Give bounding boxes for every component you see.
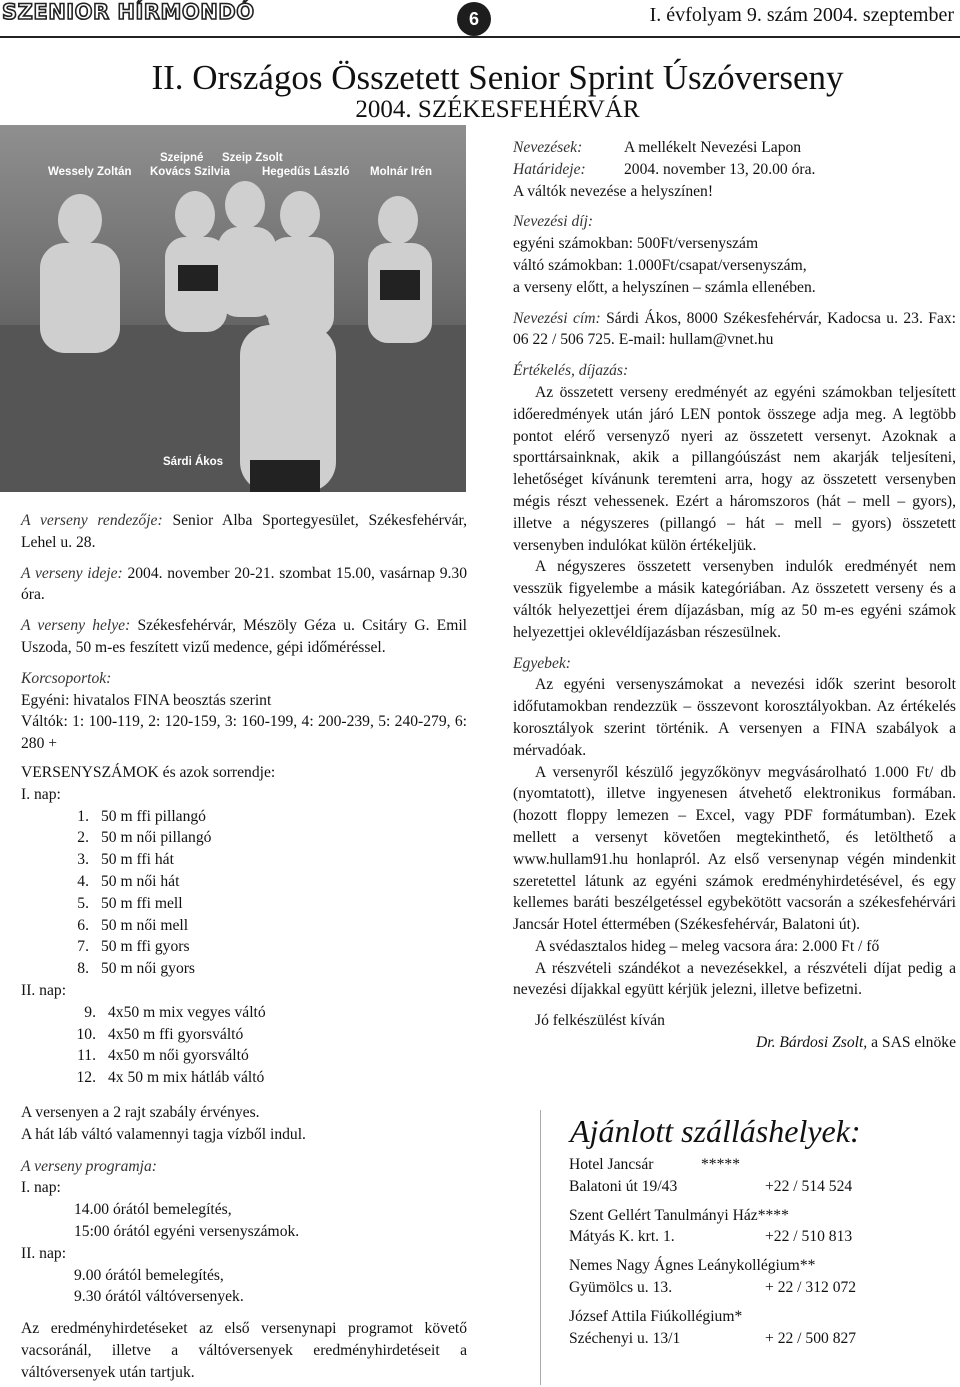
other-text-3: A svédasztalos hideg – meleg vacsora ára: 2.000 Ft / fő	[535, 937, 880, 955]
fee-relay: váltó számokban: 1.000Ft/csapat/versenyszám,	[513, 256, 807, 274]
hotel-phone: + 22 / 500 827	[765, 1329, 857, 1347]
event-title: 50 m női pillangó	[101, 829, 212, 847]
program-1a: 14.00 órától bemelegítés,	[74, 1201, 232, 1219]
day1-label: I. nap:	[21, 785, 61, 803]
hotel-list	[545, 1154, 890, 1349]
hotel-stars: *****	[701, 1156, 740, 1173]
hotel-item	[569, 1205, 890, 1249]
hotel-name: Hotel Jancsár	[569, 1156, 654, 1173]
event-number: 12.	[76, 1069, 96, 1087]
age-individual: Egyéni: hivatalos FINA beosztás szerint	[21, 691, 272, 709]
evaluation-label: Értékelés, díjazás:	[513, 362, 629, 380]
event-title: 4x50 m mix vegyes váltó	[108, 1003, 266, 1021]
event-title: 50 m ffi gyors	[101, 938, 190, 956]
events-day1-list	[21, 806, 467, 980]
event-item	[77, 915, 467, 937]
events-block	[21, 762, 467, 1384]
photo-label: Molnár Irén	[370, 166, 432, 178]
program-day2: II. nap:	[21, 1244, 67, 1262]
event-item	[69, 1024, 467, 1046]
event-number: 7.	[77, 938, 89, 956]
event-number: 9.	[84, 1003, 96, 1021]
event-number: 3.	[77, 851, 89, 869]
hotel-divider	[540, 1110, 541, 1385]
event-number: 11.	[77, 1047, 96, 1065]
date: A verseny ideje: 2004. november 20-21. szombat 15.00, vasárnap 9.30 óra.	[21, 564, 467, 604]
hotel-name: József Attila Fiúkollégium*	[569, 1307, 743, 1325]
group-photo-drawing	[0, 125, 466, 492]
event-title: 50 m ffi mell	[101, 894, 183, 912]
event-item	[77, 871, 467, 893]
hotel-item	[569, 1255, 890, 1299]
signature: Dr. Bárdosi Zsolt, a SAS elnöke	[755, 1034, 956, 1052]
event-title: 50 m ffi pillangó	[101, 807, 206, 825]
age-relay: Váltók: 1: 100-119, 2: 120-159, 3: 160-199, 4: 200-239, 5: 240-279, 6: 280 +	[21, 713, 467, 753]
evaluation-text-1: Az összetett verseny eredményét az egyéni számokban teljesített időeredmények után járó LEN pontok összege adja meg. A legtöbb pontot elérő versenyző nyeri az összetett versenyt. Azoknak a sporttársainknak, akik a pillangóúszást nem akarják teljesíteni, lehetőséget kívánunk teremteni arra, hogy az összetett versenyben mégis részt vehessenek. Ezért a háromszoros (hát – mell – gyors), illetve a négyszeres (pillangó – hát – mell – gyors) összetett versenyben indulókat külön értékeljük.	[513, 383, 956, 554]
event-title: 50 m női hát	[101, 872, 180, 890]
event-title: 4x 50 m mix hátláb váltó	[108, 1069, 265, 1087]
other-text-4: A részvételi szándékot a nevezésekkel, a részvételi díjat pedig a nevezési díjakkal együtt kérjük jelezni, illetve befizetni.	[513, 959, 956, 999]
event-number: 5.	[77, 894, 89, 912]
event-number: 6.	[77, 916, 89, 934]
left-column	[21, 510, 467, 755]
program-2a: 9.00 órától bemelegítés,	[74, 1266, 224, 1284]
other-label: Egyebek:	[513, 654, 571, 672]
event-item	[77, 936, 467, 958]
event-item	[69, 1045, 467, 1067]
photo-label: Sárdi Ákos	[163, 456, 224, 468]
event-title: 50 m ffi hát	[101, 851, 174, 869]
right-column	[513, 137, 956, 1054]
venue: A verseny helye: Székesfehérvár, Mészöly Géza u. Csitáry G. Emil Uszoda, 50 m-es feszített vizű medence, gépi időméréssel.	[21, 617, 468, 656]
event-number: 8.	[77, 960, 89, 978]
hotel-address: Mátyás K. krt. 1.	[569, 1228, 675, 1246]
photo-label: Wessely Zoltán	[48, 166, 132, 178]
event-title: 4x50 m női gyorsváltó	[108, 1047, 249, 1065]
page-number: 6	[457, 2, 491, 36]
event-number: 2.	[77, 829, 89, 847]
organizer: A verseny rendezője: Senior Alba Sportegyesület, Székesfehérvár, Lehel u. 28.	[21, 512, 468, 551]
events-title: VERSENYSZÁMOK és azok sorrendje:	[21, 764, 276, 781]
event-number: 1.	[77, 807, 89, 825]
fee-individual: egyéni számokban: 500Ft/versenyszám	[513, 235, 759, 253]
hotel-title: Ajánlott szálláshelyek:	[570, 1113, 861, 1149]
program-day1: I. nap:	[21, 1179, 61, 1197]
masthead	[0, 0, 960, 34]
event-title: 50 m női gyors	[101, 960, 195, 978]
event-item	[77, 849, 467, 871]
hotel-name: Szent Gellért Tanulmányi Ház****	[569, 1206, 789, 1224]
rule-1: A versenyen a 2 rajt szabály érvényes.	[21, 1103, 260, 1121]
masthead-title: SZENIOR HÍRMONDÓ	[2, 0, 255, 24]
program-label: A verseny programja:	[21, 1157, 157, 1175]
photo-label: Szeipné	[160, 152, 204, 164]
rule-2: A hát láb váltó valamennyi tagja vízből indul.	[21, 1125, 306, 1143]
photo-label: Kovács Szilvia	[150, 166, 230, 178]
relay-note: A váltók nevezése a helyszínen!	[513, 182, 714, 200]
other-text-2: A versenyről készülő jegyzőkönyv megvásárolható 1.000 Ft/ db (nyomtatott), illetve ingyenesen átvehető elektronikus formában. (hozott floppy lemezen – Excel, vagy PDF formátumban). Ezek mellett a versenyt követően megtekinthető, és letölthető a www.hullam91.hu honlapról. Az első versenynap végén mindenkit szeretettel látunk az egyéni számok eredményhirdetésével, és egy kellemes baráti beszélgetéssel egybekötött vacsorán a székesfehérvári Jancsár Hotel éttermében (Székesfehérvár, Balatoni út).	[513, 763, 956, 934]
program-1b: 15:00 órától egyéni versenyszámok.	[74, 1222, 300, 1240]
entries: Nevezések: A mellékelt Nevezési Lapon	[513, 139, 802, 156]
hotel-address: Gyümölcs u. 13.	[569, 1278, 673, 1296]
hotel-item	[569, 1154, 890, 1198]
fee-label: Nevezési díj:	[513, 213, 594, 231]
article-title: II. Országos Összetett Senior Sprint Úszóverseny	[151, 58, 844, 97]
event-number: 4.	[77, 872, 89, 890]
evaluation-text-2: A négyszeres összetett versenyben indulók eredményét nem vesszük figyelembe a másik kategóriában. Az összetett verseny és a váltók helyezettjei érem díjazásban, míg az 50 m-es egyéni számok helyezettjei oklevéldíjazásban részesülnek.	[513, 558, 956, 641]
group-photo	[0, 125, 466, 492]
hotel-box	[545, 1112, 890, 1349]
event-item	[69, 1002, 467, 1024]
hotel-phone: +22 / 510 813	[765, 1228, 853, 1246]
photo-label: Hegedűs László	[262, 166, 350, 178]
hotel-address: Széchenyi u. 13/1	[569, 1329, 681, 1347]
entry-address: Nevezési cím: Sárdi Ákos, 8000 Székesfehérvár, Kadocsa u. 23. Fax: 06 22 / 506 725. E-mail: hullam@vnet.hu	[513, 309, 957, 349]
event-item	[77, 893, 467, 915]
age-groups-label: Korcsoportok:	[21, 669, 112, 687]
deadline: Határideje: 2004. november 13, 20.00 óra.	[513, 160, 816, 178]
event-item	[69, 1067, 467, 1089]
day2-label: II. nap:	[21, 981, 67, 999]
program-2b: 9.30 órától váltóversenyek.	[74, 1288, 244, 1306]
other-text-1: Az egyéni versenyszámokat a nevezési idők szerint besorolt időfutamokban rendezzük – összevont korosztályokban. Az értékelés korosztályok szerint történik. A versenyen a FINA szabályok a mérvadóak.	[513, 676, 956, 759]
events-day2-list	[21, 1002, 467, 1089]
event-item	[77, 958, 467, 980]
hotel-phone: +22 / 514 524	[765, 1177, 853, 1195]
event-number: 10.	[76, 1025, 96, 1043]
photo-label: Szeip Zsolt	[222, 152, 283, 164]
hotel-address: Balatoni út 19/43	[569, 1177, 678, 1195]
article-subtitle: 2004. SZÉKESFEHÉRVÁR	[355, 96, 640, 123]
event-title: 4x50 m ffi gyorsváltó	[108, 1025, 244, 1043]
hotel-phone: + 22 / 312 072	[765, 1278, 857, 1296]
event-item	[77, 806, 467, 828]
masthead-rule	[0, 36, 960, 38]
wish: Jó felkészülést kíván	[535, 1012, 665, 1030]
closing-note: Az eredményhirdetéseket az első versenynapi programot követő vacsoránál, illetve a váltóversenyek eredményhirdetéseit a váltóversenyek után tartjuk.	[21, 1320, 467, 1381]
hotel-name: Nemes Nagy Ágnes Leánykollégium**	[569, 1257, 816, 1275]
event-title: 50 m női mell	[101, 916, 189, 934]
hotel-item	[569, 1306, 890, 1350]
fee-payment: a verseny előtt, a helyszínen – számla ellenében.	[513, 278, 816, 296]
event-item	[77, 827, 467, 849]
issue-info: I. évfolyam 9. szám 2004. szeptember	[649, 4, 954, 26]
